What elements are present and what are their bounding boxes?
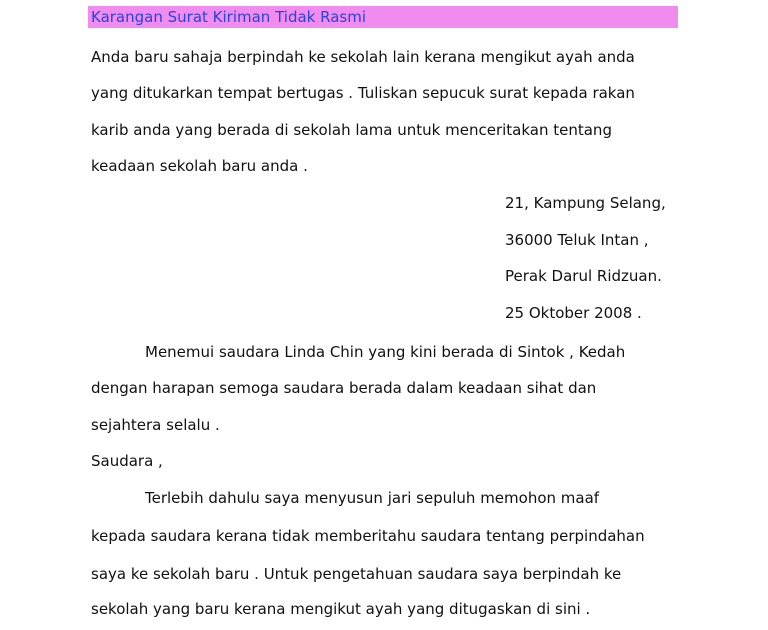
instruction-line-2: yang ditukarkan tempat bertugas . Tuliskan sepucuk surat kepada rakan bbox=[91, 84, 635, 102]
document-title: Karangan Surat Kiriman Tidak Rasmi bbox=[91, 8, 366, 26]
letter-date: 25 Oktober 2008 . bbox=[505, 304, 642, 322]
address-line-3: Perak Darul Ridzuan. bbox=[505, 267, 662, 285]
instruction-line-4: keadaan sekolah baru anda . bbox=[91, 157, 308, 175]
address-line-1: 21, Kampung Selang, bbox=[505, 194, 666, 212]
body-line-3: saya ke sekolah baru . Untuk pengetahuan saudara saya berpindah ke bbox=[91, 565, 622, 583]
address-line-2: 36000 Teluk Intan , bbox=[505, 231, 649, 249]
instruction-line-3: karib anda yang berada di sekolah lama untuk menceritakan tentang bbox=[91, 121, 612, 139]
body-line-1: Terlebih dahulu saya menyusun jari sepuluh memohon maaf bbox=[145, 489, 600, 507]
greeting-line-3: sejahtera selalu . bbox=[91, 416, 220, 434]
instruction-line-1: Anda baru sahaja berpindah ke sekolah lain kerana mengikut ayah anda bbox=[91, 48, 635, 66]
salutation: Saudara , bbox=[91, 452, 163, 470]
greeting-line-1: Menemui saudara Linda Chin yang kini berada di Sintok , Kedah bbox=[145, 343, 626, 361]
body-line-2: kepada saudara kerana tidak memberitahu saudara tentang perpindahan bbox=[91, 527, 645, 545]
body-line-4: sekolah yang baru kerana mengikut ayah yang ditugaskan di sini . bbox=[91, 600, 591, 618]
greeting-line-2: dengan harapan semoga saudara berada dalam keadaan sihat dan bbox=[91, 379, 597, 397]
